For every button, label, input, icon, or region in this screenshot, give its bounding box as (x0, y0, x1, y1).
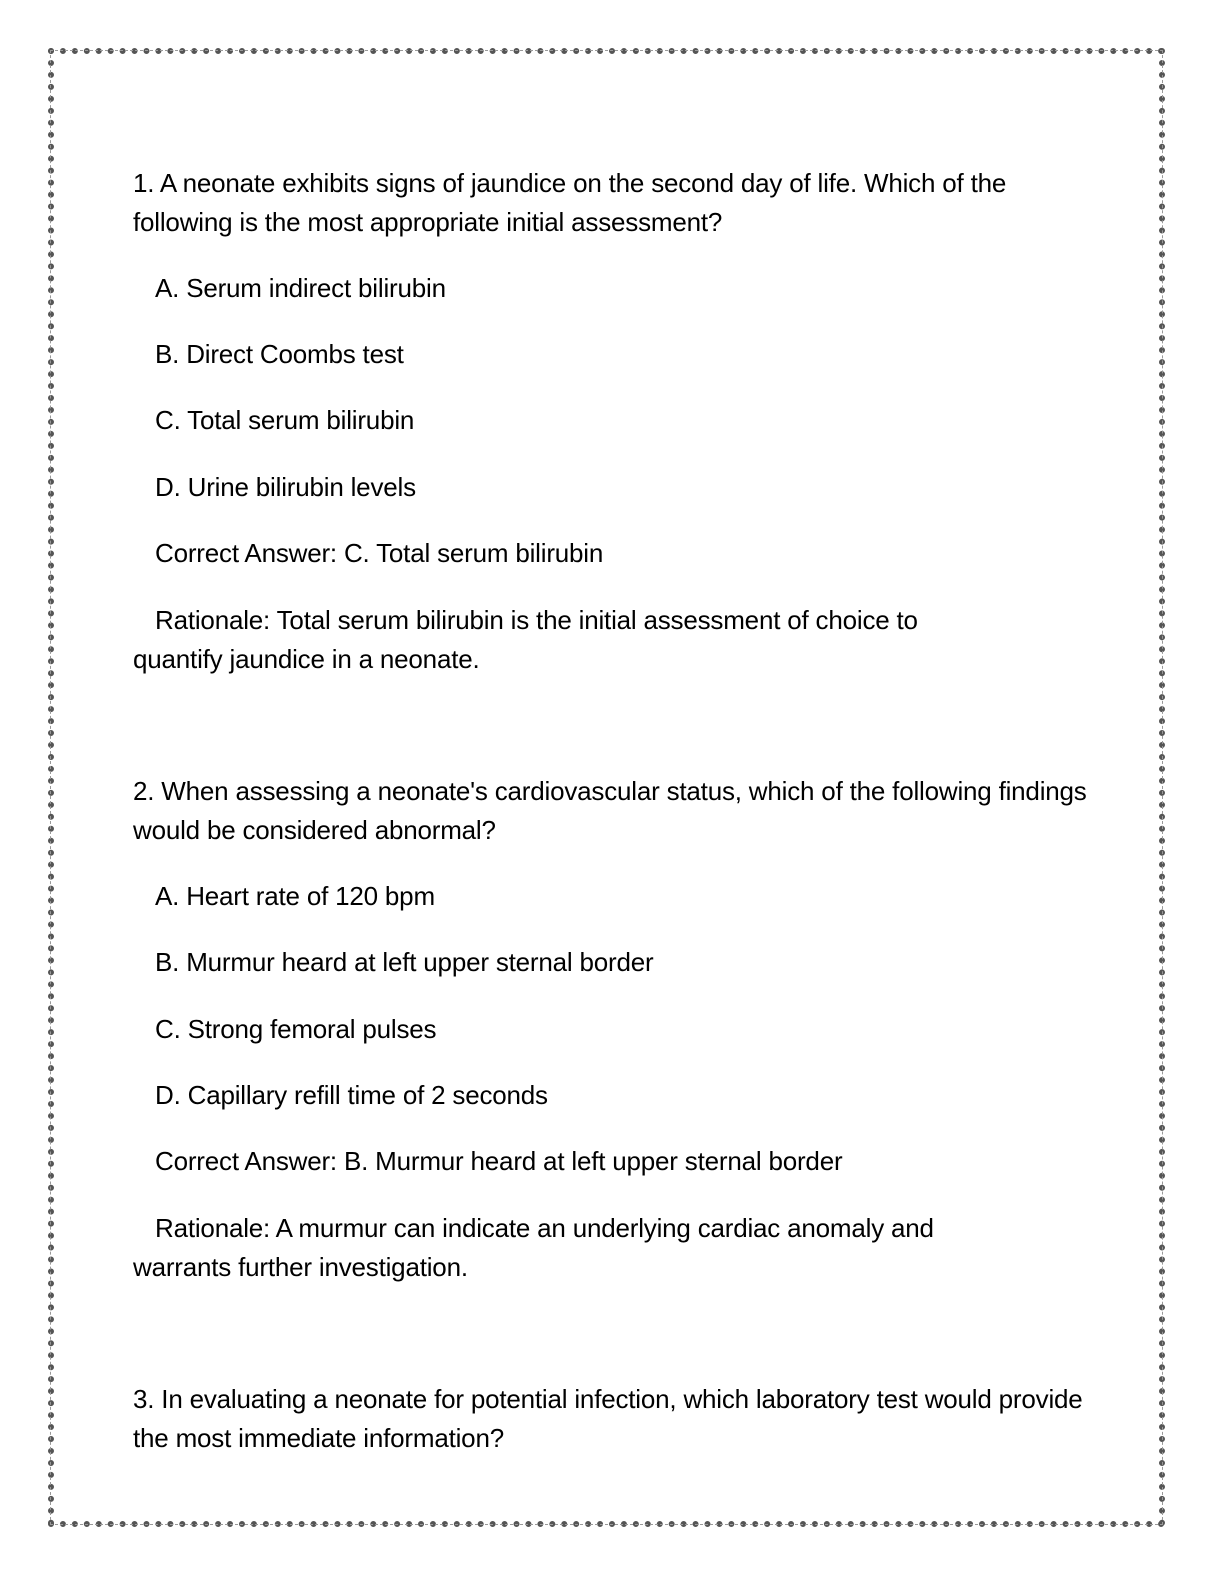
question-2-option-a: A. Heart rate of 120 bpm (155, 881, 435, 911)
question-3-stem: 3. In evaluating a neonate for potential infection, which laboratory test would provide the most immediate information? (133, 1384, 1083, 1453)
question-2-option-d: D. Capillary refill time of 2 seconds (155, 1080, 548, 1110)
question-1-rationale-line1: Rationale: Total serum bilirubin is the initial assessment of choice to (155, 605, 918, 635)
question-1-option-c: C. Total serum bilirubin (155, 405, 415, 435)
question-1-correct-answer: Correct Answer: C. Total serum bilirubin (155, 538, 604, 568)
question-1-option-a: A. Serum indirect bilirubin (155, 273, 446, 303)
question-2-option-c: C. Strong femoral pulses (155, 1014, 437, 1044)
question-1-option-b: B. Direct Coombs test (155, 339, 404, 369)
question-2-rationale-line2: warrants further investigation. (133, 1252, 468, 1282)
question-1-option-d: D. Urine bilirubin levels (155, 472, 416, 502)
question-1-stem: 1. A neonate exhibits signs of jaundice on the second day of life. Which of the following is the most appropriate initial assessment? (133, 168, 1007, 237)
question-2-rationale-line1: Rationale: A murmur can indicate an underlying cardiac anomaly and (155, 1213, 934, 1243)
question-2-stem: 2. When assessing a neonate's cardiovascular status, which of the following findings would be considered abnormal? (133, 776, 1087, 845)
question-2-correct-answer: Correct Answer: B. Murmur heard at left upper sternal border (155, 1146, 843, 1176)
question-1-rationale-line2: quantify jaundice in a neonate. (133, 644, 480, 674)
question-2-option-b: B. Murmur heard at left upper sternal border (155, 947, 654, 977)
